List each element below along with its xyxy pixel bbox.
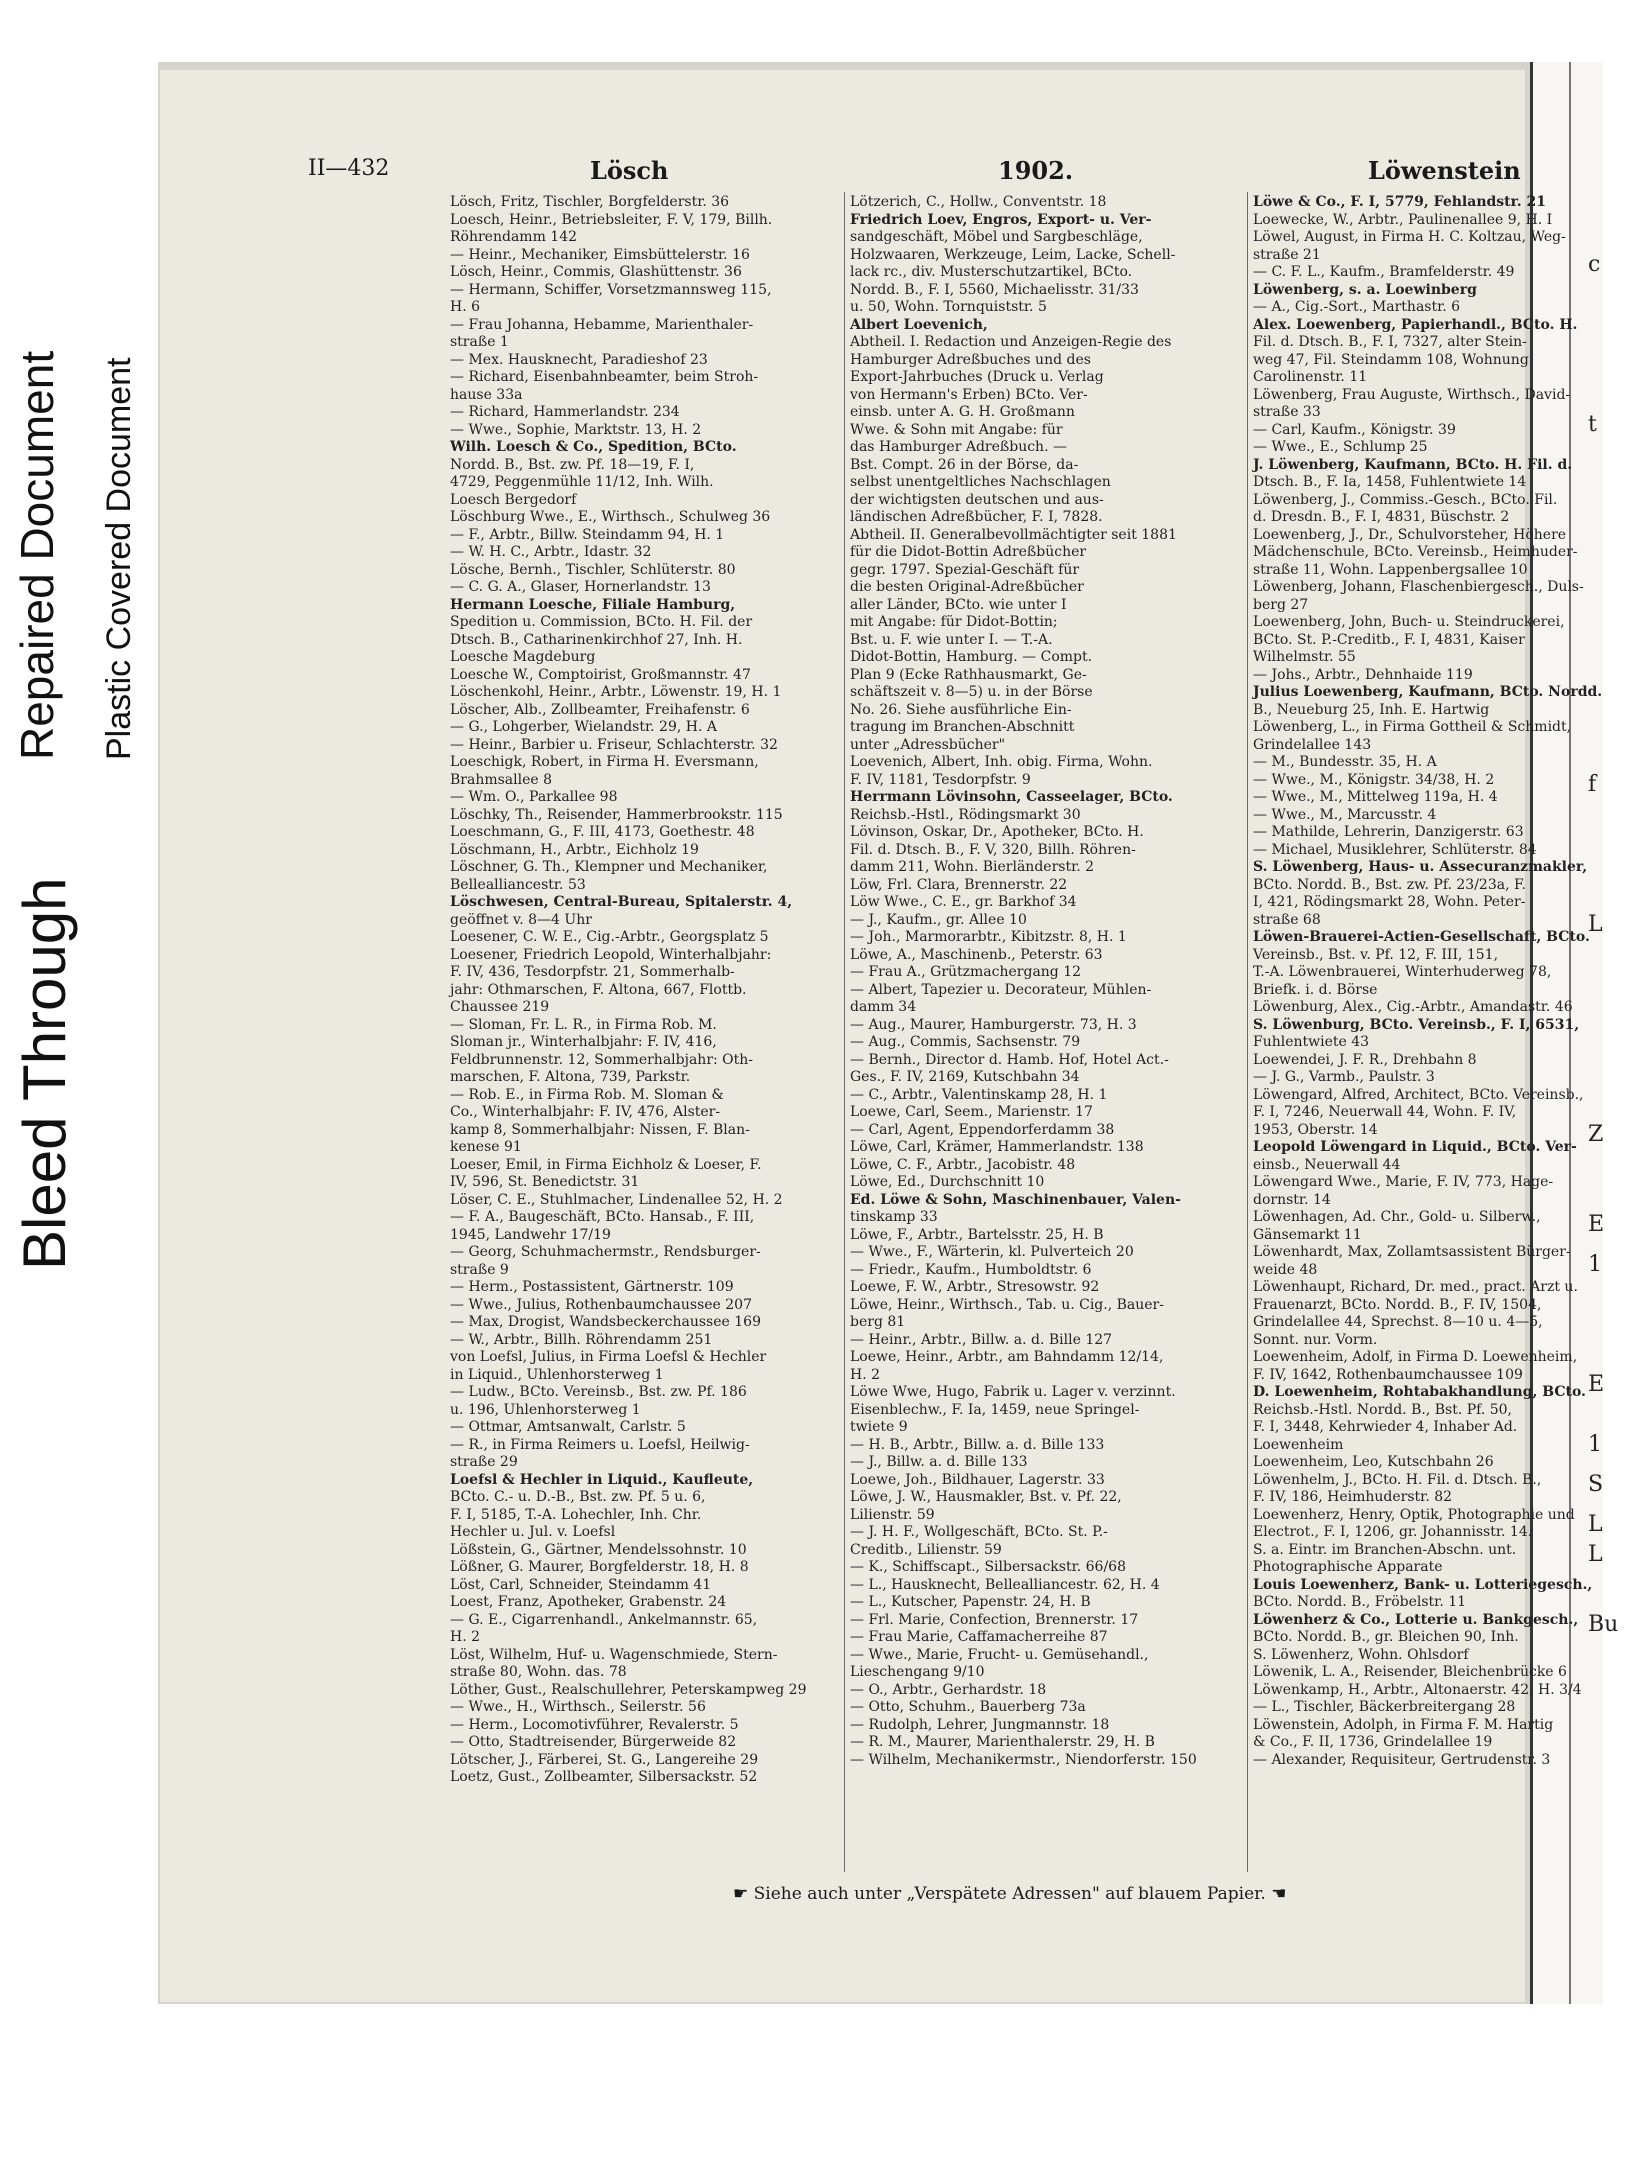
directory-entry: F. IV, 1642, Rothenbaumchaussee 109: [1253, 1366, 1523, 1383]
directory-entry: Löwenhelm, J., BCto. H. Fil. d. Dtsch. B.,: [1253, 1471, 1542, 1488]
directory-entry: — Wwe., M., Mittelweg 119a, H. 4: [1253, 789, 1498, 805]
directory-entry: Louis Loewenherz, Bank- u. Lotteriegesch.,: [1253, 1576, 1593, 1593]
directory-entry: Fuhlentwiete 43: [1253, 1034, 1370, 1050]
directory-entry: Eisenblechw., F. Ia, 1459, neue Springel-: [850, 1401, 1140, 1418]
directory-entry: von Loefsl, Julius, in Firma Loefsl & Hechler: [450, 1349, 767, 1365]
directory-entry: — Wwe., M., Königstr. 34/38, H. 2: [1253, 771, 1495, 788]
directory-entry: Dtsch. B., F. Ia, 1458, Fuhlentwiete 14: [1253, 474, 1527, 490]
directory-entry: — L., Kutscher, Papenstr. 24, H. B: [850, 1594, 1091, 1610]
directory-entry: Loesch Bergedorf: [450, 491, 577, 508]
directory-entry: Export-Jahrbuches (Druck u. Verlag: [850, 369, 1104, 385]
directory-entry: — C., Arbtr., Valentinskamp 28, H. 1: [850, 1086, 1108, 1103]
directory-entry: — Ludw., BCto. Vereinsb., Bst. zw. Pf. 186: [450, 1384, 747, 1400]
directory-entry: — Rudolph, Lehrer, Jungmannstr. 18: [850, 1716, 1110, 1733]
directory-entry: damm 34: [850, 999, 917, 1015]
directory-entry: — Frau Johanna, Hebamme, Marienthaler-: [450, 316, 754, 333]
directory-entry: straße 9: [450, 1261, 509, 1278]
column-divider: [844, 192, 845, 1872]
directory-entry: Löwenberg, Frau Auguste, Wirthsch., David-: [1253, 386, 1571, 403]
directory-entry: — Frau Marie, Caffamacherreihe 87: [850, 1629, 1108, 1645]
directory-entry: Löwenstein, Adolph, in Firma F. M. Hartig: [1253, 1716, 1554, 1733]
directory-entry: Loeschmann, G., F. III, 4173, Goethestr. 48: [450, 824, 755, 840]
directory-entry: Reichsb.-Hstl. Nordd. B., Bst. Pf. 50,: [1253, 1401, 1512, 1418]
directory-entry: T.-A. Löwenbrauerei, Winterhuderweg 78,: [1253, 964, 1552, 980]
directory-entry: — J. G., Varmb., Paulstr. 3: [1253, 1069, 1435, 1085]
directory-entry: Löst, Wilhelm, Huf- u. Wagenschmiede, Stern-: [450, 1646, 778, 1663]
directory-entry: Löst, Carl, Schneider, Steindamm 41: [450, 1576, 712, 1593]
directory-entry: Löwel, August, in Firma H. C. Koltzau, Weg-: [1253, 229, 1566, 245]
directory-entry: 4729, Peggenmühle 11/12, Inh. Wilh.: [450, 474, 714, 490]
directory-entry: Feldbrunnenstr. 12, Sommerhalbjahr: Oth-: [450, 1051, 754, 1068]
directory-entry: in Liquid., Uhlenhorsterweg 1: [450, 1366, 664, 1383]
directory-entry: No. 26. Siehe ausführliche Ein-: [850, 701, 1072, 718]
directory-entry: — Heinr., Mechaniker, Eimsbüttelerstr. 16: [450, 246, 750, 263]
edge-glyph: S: [1588, 1472, 1604, 1497]
directory-entry: — Heinr., Barbier u. Friseur, Schlachterstr. 32: [450, 736, 778, 753]
directory-entry: Loewendei, J. F. R., Drehbahn 8: [1253, 1051, 1477, 1068]
directory-entry: — R. M., Maurer, Marienthalerstr. 29, H. B: [850, 1734, 1155, 1750]
directory-entry: sandgeschäft, Möbel und Sargbeschläge,: [850, 229, 1143, 245]
directory-entry: Löschky, Th., Reisender, Hammerbrookstr. 115: [450, 806, 783, 823]
edge-glyph: L: [1588, 1542, 1603, 1567]
directory-entry: — Wwe., Marie, Frucht- u. Gemüsehandl.,: [850, 1646, 1149, 1663]
directory-entry: Loesener, C. W. E., Cig.-Arbtr., Georgsplatz 5: [450, 929, 769, 945]
directory-entry: Loeser, Emil, in Firma Eichholz & Loeser, F.: [450, 1156, 762, 1173]
directory-entry: Löwe Wwe, Hugo, Fabrik u. Lager v. verzinnt.: [850, 1384, 1176, 1400]
directory-entry: kamp 8, Sommerhalbjahr: Nissen, F. Blan-: [450, 1121, 750, 1138]
directory-entry: jahr: Othmarschen, F. Altona, 667, Flottb.: [450, 981, 747, 998]
directory-entry: das Hamburger Adreßbuch. —: [850, 439, 1067, 455]
directory-entry: F. IV, 1181, Tesdorpfstr. 9: [850, 771, 1031, 788]
directory-entry: Löw Wwe., C. E., gr. Barkhof 34: [850, 894, 1077, 910]
directory-entry: — G., Lohgerber, Wielandstr. 29, H. A: [450, 719, 717, 735]
directory-entry: Loefsl & Hechler in Liquid., Kaufleute,: [450, 1471, 754, 1488]
directory-entry: Grindelallee 44, Sprechst. 8—10 u. 4—5,: [1253, 1314, 1543, 1330]
directory-entry: Holzwaaren, Werkzeuge, Leim, Lacke, Schell-: [850, 246, 1176, 263]
directory-entry: Alex. Loewenberg, Papierhandl., BCto. H.: [1253, 316, 1578, 333]
directory-entry: — Frl. Marie, Confection, Brennerstr. 17: [850, 1611, 1139, 1628]
directory-entry: — Albert, Tapezier u. Decorateur, Mühlen-: [850, 981, 1152, 998]
directory-entry: Friedrich Loev, Engros, Export- u. Ver-: [850, 211, 1152, 228]
directory-entry: 1945, Landwehr 17/19: [450, 1226, 611, 1243]
directory-entry: — L., Tischler, Bäckerbreitergang 28: [1253, 1699, 1516, 1715]
directory-entry: — Mex. Hausknecht, Paradieshof 23: [450, 351, 708, 368]
directory-entry: — Johs., Arbtr., Dehnhaide 119: [1253, 666, 1473, 683]
directory-entry: Frauenarzt, BCto. Nordd. B., F. IV, 1504,: [1253, 1296, 1542, 1313]
directory-entry: — J. H. F., Wollgeschäft, BCto. St. P.-: [850, 1524, 1108, 1540]
directory-entry: Photographische Apparate: [1253, 1559, 1443, 1575]
directory-entry: F. I, 5185, T.-A. Lohechler, Inh. Chr.: [450, 1506, 702, 1523]
directory-entry: — Herm., Postassistent, Gärtnerstr. 109: [450, 1279, 734, 1295]
directory-entry: — Michael, Musiklehrer, Schlüterstr. 84: [1253, 841, 1537, 858]
directory-entry: — C. F. L., Kaufm., Bramfelderstr. 49: [1253, 264, 1515, 280]
directory-entry: Gänsemarkt 11: [1253, 1226, 1362, 1243]
directory-entry: berg 81: [850, 1314, 906, 1330]
directory-entry: damm 211, Wohn. Bierländerstr. 2: [850, 859, 1095, 875]
directory-entry: BCto. C.- u. D.-B., Bst. zw. Pf. 5 u. 6,: [450, 1489, 706, 1505]
directory-entry: Wilhelmstr. 55: [1253, 649, 1356, 665]
directory-entry: H. 6: [450, 299, 481, 315]
directory-entry: — H. B., Arbtr., Billw. a. d. Bille 133: [850, 1436, 1105, 1453]
directory-entry: I, 421, Rödingsmarkt 28, Wohn. Peter-: [1253, 894, 1526, 910]
edge-glyph: L: [1588, 912, 1603, 937]
edge-glyph: 1: [1588, 1432, 1602, 1457]
directory-entry: Loest, Franz, Apotheker, Grabenstr. 24: [450, 1594, 727, 1610]
directory-entry: Vereinsb., Bst. v. Pf. 12, F. III, 151,: [1253, 946, 1499, 963]
directory-entry: für die Didot-Bottin Adreßbücher: [850, 544, 1087, 560]
directory-entry: Löwe, J. W., Hausmakler, Bst. v. Pf. 22,: [850, 1489, 1122, 1505]
directory-entry: H. 2: [450, 1629, 481, 1645]
directory-entry: Loewe, Carl, Seem., Marienstr. 17: [850, 1104, 1093, 1120]
directory-entry: Loewenberg, J., Dr., Schulvorsteher, Höhere: [1253, 526, 1567, 543]
directory-entry: Hamburger Adreßbuches und des: [850, 351, 1091, 368]
directory-entry: Löwe, A., Maschinenb., Peterstr. 63: [850, 946, 1103, 963]
directory-entry: Löwenberg, J., Commiss.-Gesch., BCto. Fil.: [1253, 491, 1558, 508]
directory-entry: Loesche Magdeburg: [450, 649, 596, 665]
directory-entry: Wwe. & Sohn mit Angabe: für: [850, 421, 1063, 438]
directory-entry: Löwenhagen, Ad. Chr., Gold- u. Silberw.,: [1253, 1209, 1541, 1225]
directory-entry: Wilh. Loesch & Co., Spedition, BCto.: [450, 439, 737, 455]
directory-entry: — Wwe., H., Wirthsch., Seilerstr. 56: [450, 1699, 706, 1715]
directory-entry: — O., Arbtr., Gerhardstr. 18: [850, 1681, 1047, 1698]
directory-column-1: [450, 194, 835, 1787]
directory-entry: — J., Kaufm., gr. Allee 10: [850, 911, 1027, 928]
directory-entry: tragung im Branchen-Abschnitt: [850, 719, 1075, 735]
directory-entry: Albert Loevenich,: [850, 316, 988, 333]
directory-entry: Löwenhaupt, Richard, Dr. med., pract. Arzt u.: [1253, 1279, 1578, 1295]
directory-entry: F. I, 3448, Kehrwieder 4, Inhaber Ad.: [1253, 1419, 1518, 1435]
directory-entry: — Mathilde, Lehrerin, Danzigerstr. 63: [1253, 824, 1524, 840]
directory-entry: einsb., Neuerwall 44: [1253, 1156, 1401, 1173]
directory-entry: — A., Cig.-Sort., Marthastr. 6: [1253, 299, 1461, 315]
directory-entry: Löschmann, H., Arbtr., Eichholz 19: [450, 841, 699, 858]
directory-entry: Loeschigk, Robert, in Firma H. Eversmann,: [450, 754, 759, 770]
directory-entry: Lieschengang 9/10: [850, 1664, 985, 1680]
directory-entry: — Ottmar, Amtsanwalt, Carlstr. 5: [450, 1419, 686, 1435]
directory-entry: Didot-Bottin, Hamburg. — Compt.: [850, 649, 1093, 665]
directory-entry: BCto. Nordd. B., Fröbelstr. 11: [1253, 1594, 1467, 1610]
directory-entry: Röhrendamm 142: [450, 229, 578, 245]
directory-entry: Löwe & Co., F. I, 5779, Fehlandstr. 21: [1253, 194, 1546, 210]
directory-entry: — Carl, Agent, Eppendorferdamm 38: [850, 1121, 1115, 1138]
directory-entry: BCto. St. P.-Creditb., F. I, 4831, Kaiser: [1253, 631, 1525, 648]
directory-entry: — Aug., Maurer, Hamburgerstr. 73, H. 3: [850, 1016, 1137, 1033]
directory-entry: Löscher, Alb., Zollbeamter, Freihafenstr. 6: [450, 701, 750, 718]
directory-entry: Fil. d. Dtsch. B., F. I, 7327, alter Stein-: [1253, 334, 1527, 350]
directory-entry: Sonnt. nur. Vorm.: [1253, 1331, 1378, 1348]
directory-entry: Löther, Gust., Realschullehrer, Peterskampweg 29: [450, 1681, 807, 1698]
directory-entry: Lösch, Heinr., Commis, Glashüttenstr. 36: [450, 264, 742, 280]
edge-glyph: E: [1588, 1372, 1605, 1397]
directory-entry: Löschwesen, Central-Bureau, Spitalerstr. 4,: [450, 894, 793, 910]
directory-entry: Bst. u. F. wie unter I. — T.-A.: [850, 631, 1053, 648]
directory-entry: schäftszeit v. 8—5) u. in der Börse: [850, 684, 1093, 700]
directory-entry: straße 33: [1253, 404, 1321, 420]
directory-entry: Sloman jr., Winterhalbjahr: F. IV, 416,: [450, 1034, 717, 1050]
directory-column-2: [850, 194, 1235, 1769]
directory-entry: Abtheil. I. Redaction und Anzeigen-Regie des: [850, 334, 1172, 350]
directory-entry: 1953, Oberstr. 14: [1253, 1121, 1378, 1138]
directory-entry: Löschner, G. Th., Klempner und Mechaniker,: [450, 859, 768, 875]
page-number: II—432: [308, 156, 390, 181]
directory-entry: — Wilhelm, Mechanikermstr., Niendorferstr. 150: [850, 1751, 1197, 1768]
plastic-covered-label: Plastic Covered Document: [100, 357, 138, 760]
directory-entry: Ges., F. IV, 2169, Kutschbahn 34: [850, 1069, 1080, 1085]
directory-entry: S. Löwenherz, Wohn. Ohlsdorf: [1253, 1646, 1469, 1663]
directory-entry: Hechler u. Jul. v. Loefsl: [450, 1524, 616, 1540]
directory-entry: Mädchenschule, BCto. Vereinsb., Heimhuder-: [1253, 544, 1578, 560]
directory-entry: — Richard, Hammerlandstr. 234: [450, 404, 680, 420]
directory-entry: Loewecke, W., Arbtr., Paulinenallee 9, H. I: [1253, 211, 1553, 228]
directory-entry: BCto. Nordd. B., Bst. zw. Pf. 23/23a, F.: [1253, 876, 1526, 893]
directory-entry: dornstr. 14: [1253, 1191, 1331, 1208]
directory-entry: Löwengard, Alfred, Architect, BCto. Vereinsb.,: [1253, 1086, 1584, 1103]
directory-entry: D. Loewenheim, Rohtabakhandlung, BCto.: [1253, 1384, 1586, 1400]
directory-entry: u. 196, Uhlenhorsterweg 1: [450, 1401, 641, 1418]
directory-entry: Hermann Loesche, Filiale Hamburg,: [450, 596, 736, 613]
directory-entry: — J., Billw. a. d. Bille 133: [850, 1454, 1028, 1470]
directory-entry: Loesche W., Comptoirist, Großmannstr. 47: [450, 666, 751, 683]
directory-entry: — Wwe., Sophie, Marktstr. 13, H. 2: [450, 421, 702, 438]
directory-entry: Reichsb.-Hstl., Rödingsmarkt 30: [850, 806, 1081, 823]
directory-entry: Bellealliancestr. 53: [450, 876, 586, 893]
directory-entry: straße 21: [1253, 246, 1321, 263]
edge-glyph: 1: [1588, 1252, 1602, 1277]
directory-entry: straße 80, Wohn. das. 78: [450, 1664, 627, 1680]
directory-entry: — M., Bundesstr. 35, H. A: [1253, 754, 1437, 770]
directory-entry: — Bernh., Director d. Hamb. Hof, Hotel Act.-: [850, 1051, 1169, 1068]
directory-entry: Lötscher, J., Färberei, St. G., Langereihe 29: [450, 1751, 759, 1768]
directory-entry: Löschburg Wwe., E., Wirthsch., Schulweg 36: [450, 509, 771, 525]
directory-entry: S. Löwenburg, BCto. Vereinsb., F. I, 6531,: [1253, 1016, 1580, 1033]
edge-glyph: Z: [1588, 1122, 1604, 1147]
directory-entry: & Co., F. II, 1736, Grindelallee 19: [1253, 1734, 1493, 1750]
directory-entry: unter „Adressbücher": [850, 736, 1006, 753]
directory-entry: Loewe, Heinr., Arbtr., am Bahndamm 12/14,: [850, 1349, 1164, 1365]
directory-entry: Brahmsallee 8: [450, 771, 553, 788]
directory-entry: Loetz, Gust., Zollbeamter, Silbersackstr. 52: [450, 1769, 758, 1785]
directory-entry: Löwenhardt, Max, Zollamtsassistent Bürger-: [1253, 1244, 1571, 1260]
directory-entry: — Wm. O., Parkallee 98: [450, 789, 618, 805]
directory-entry: Loevenich, Albert, Inh. obig. Firma, Wohn.: [850, 754, 1153, 770]
directory-entry: F. IV, 186, Heimhuderstr. 82: [1253, 1489, 1453, 1505]
directory-entry: gegr. 1797. Spezial-Geschäft für: [850, 561, 1080, 578]
directory-entry: Löwenberg, L., in Firma Gottheil & Schmidt,: [1253, 719, 1572, 735]
directory-entry: straße 11, Wohn. Lappenbergsallee 10: [1253, 561, 1528, 578]
directory-entry: Lösche, Bernh., Tischler, Schlüterstr. 80: [450, 561, 736, 578]
directory-entry: J. Löwenberg, Kaufmann, BCto. H. Fil. d.: [1253, 456, 1573, 473]
edge-glyph: Bu: [1588, 1612, 1619, 1637]
directory-entry: Loesener, Friedrich Leopold, Winterhalbjahr:: [450, 946, 772, 963]
directory-entry: lack rc., div. Musterschutzartikel, BCto.: [850, 264, 1133, 280]
edge-glyph: c: [1588, 252, 1601, 277]
directory-entry: Lötzerich, C., Hollw., Conventstr. 18: [850, 194, 1107, 210]
directory-entry: — R., in Firma Reimers u. Loefsl, Heilwig-: [450, 1436, 750, 1453]
directory-entry: — G. E., Cigarrenhandl., Ankelmannstr. 65,: [450, 1611, 758, 1628]
directory-entry: u. 50, Wohn. Tornquiststr. 5: [850, 299, 1047, 315]
directory-entry: — Hermann, Schiffer, Vorsetzmannsweg 115,: [450, 281, 772, 298]
directory-entry: Julius Loewenberg, Kaufmann, BCto. Nordd.: [1253, 684, 1603, 700]
directory-entry: Löwe, Ed., Durchschnitt 10: [850, 1174, 1045, 1190]
directory-entry: Löwengard Wwe., Marie, F. IV, 773, Hage-: [1253, 1174, 1554, 1190]
directory-entry: — Joh., Marmorarbtr., Kibitzstr. 8, H. 1: [850, 929, 1127, 945]
directory-entry: geöffnet v. 8—4 Uhr: [450, 911, 592, 928]
directory-entry: — K., Schiffscapt., Silbersackstr. 66/68: [850, 1559, 1126, 1575]
directory-entry: Löwenkamp, H., Arbtr., Altonaerstr. 42, H. 3/4: [1253, 1681, 1582, 1698]
directory-entry: Löschenkohl, Heinr., Arbtr., Löwenstr. 19, H. 1: [450, 684, 782, 700]
directory-entry: IV, 596, St. Benedictstr. 31: [450, 1174, 640, 1190]
directory-entry: — Wwe., M., Marcusstr. 4: [1253, 806, 1437, 823]
directory-entry: S. Löwenberg, Haus- u. Assecuranzmakler,: [1253, 859, 1588, 875]
directory-entry: Grindelallee 143: [1253, 736, 1372, 753]
directory-entry: selbst unentgeltliches Nachschlagen: [850, 474, 1111, 490]
edge-glyph: t: [1588, 412, 1597, 437]
directory-entry: Briefk. i. d. Börse: [1253, 981, 1378, 998]
directory-entry: weg 47, Fil. Steindamm 108, Wohnung: [1253, 351, 1529, 368]
directory-entry: Loewenheim, Leo, Kutschbahn 26: [1253, 1454, 1494, 1470]
directory-entry: F. IV, 436, Tesdorpfstr. 21, Sommerhalb-: [450, 964, 735, 980]
directory-entry: F. I, 7246, Neuerwall 44, Wohn. F. IV,: [1253, 1104, 1517, 1120]
directory-entry: Dtsch. B., Catharinenkirchhof 27, Inh. H.: [450, 631, 743, 648]
header-left-keyword: Lösch: [590, 156, 669, 185]
directory-entry: Loewenberg, John, Buch- u. Steindruckerei,: [1253, 614, 1565, 630]
directory-entry: Löwe, Carl, Krämer, Hammerlandstr. 138: [850, 1139, 1144, 1155]
directory-entry: Nordd. B., Bst. zw. Pf. 18—19, F. I,: [450, 456, 695, 473]
directory-entry: Spedition u. Commission, BCto. H. Fil. der: [450, 614, 753, 630]
directory-entry: straße 1: [450, 334, 509, 350]
directory-entry: weide 48: [1253, 1261, 1318, 1278]
directory-entry: Plan 9 (Ecke Rathhausmarkt, Ge-: [850, 666, 1087, 683]
directory-entry: — Wwe., E., Schlump 25: [1253, 439, 1428, 455]
directory-entry: Leopold Löwengard in Liquid., BCto. Ver-: [1253, 1139, 1577, 1155]
directory-entry: aller Länder, BCto. wie unter I: [850, 596, 1067, 613]
header-year: 1902.: [998, 156, 1074, 185]
directory-entry: — L., Hausknecht, Bellealliancestr. 62, H. 4: [850, 1576, 1160, 1593]
footer-note: ☛ Siehe auch unter „Verspätete Adressen" auf blauem Papier. ☚: [733, 1884, 1287, 1904]
directory-entry: Löwenburg, Alex., Cig.-Arbtr., Amandastr. 46: [1253, 999, 1573, 1015]
directory-entry: d. Dresdn. B., F. I, 4831, Büschstr. 2: [1253, 509, 1510, 525]
directory-entry: Herrmann Lövinsohn, Casseelager, BCto.: [850, 789, 1173, 805]
directory-entry: die besten Original-Adreßbücher: [850, 579, 1084, 595]
directory-entry: Co., Winterhalbjahr: F. IV, 476, Alster-: [450, 1104, 721, 1120]
directory-entry: Fil. d. Dtsch. B., F. V, 320, Billh. Röhren-: [850, 841, 1136, 858]
directory-entry: Lößstein, G., Gärtner, Mendelssohnstr. 10: [450, 1541, 747, 1558]
directory-entry: einsb. unter A. G. H. Großmann: [850, 404, 1075, 420]
directory-entry: Lövinson, Oskar, Dr., Apotheker, BCto. H.: [850, 824, 1144, 840]
directory-entry: — Richard, Eisenbahnbeamter, beim Stroh-: [450, 369, 759, 385]
directory-entry: — Aug., Commis, Sachsenstr. 79: [850, 1034, 1081, 1050]
directory-entry: — Rob. E., in Firma Rob. M. Sloman &: [450, 1086, 724, 1103]
directory-entry: Löw, Frl. Clara, Brennerstr. 22: [850, 876, 1068, 893]
directory-entry: der wichtigsten deutschen und aus-: [850, 491, 1104, 508]
directory-entry: — F. A., Baugeschäft, BCto. Hansab., F. III,: [450, 1209, 755, 1225]
directory-entry: Loesch, Heinr., Betriebsleiter, F. V, 179, Billh.: [450, 211, 773, 228]
directory-entry: Carolinenstr. 11: [1253, 369, 1368, 385]
header-right-keyword: Löwenstein: [1368, 156, 1521, 185]
directory-entry: — Wwe., F., Wärterin, kl. Pulverteich 20: [850, 1244, 1134, 1260]
directory-entry: Loewe, Joh., Bildhauer, Lagerstr. 33: [850, 1471, 1105, 1488]
directory-entry: Loewe, F. W., Arbtr., Stresowstr. 92: [850, 1279, 1100, 1295]
directory-entry: Löwe, F., Arbtr., Bartelsstr. 25, H. B: [850, 1226, 1104, 1243]
directory-entry: Loewenheim, Adolf, in Firma D. Loewenheim,: [1253, 1349, 1578, 1365]
directory-entry: — Heinr., Arbtr., Billw. a. d. Bille 127: [850, 1331, 1113, 1348]
directory-entry: straße 68: [1253, 911, 1321, 928]
directory-entry: — Wwe., Julius, Rothenbaumchaussee 207: [450, 1296, 752, 1313]
directory-entry: Ed. Löwe & Sohn, Maschinenbauer, Valen-: [850, 1191, 1181, 1208]
directory-entry: hause 33a: [450, 386, 523, 403]
directory-entry: Creditb., Lilienstr. 59: [850, 1541, 1002, 1558]
directory-entry: — Alexander, Requisiteur, Gertrudenstr. 3: [1253, 1751, 1551, 1768]
directory-entry: Abtheil. II. Generalbevollmächtigter seit 1881: [850, 526, 1177, 543]
directory-entry: S. a. Eintr. im Branchen-Abschn. unt.: [1253, 1541, 1517, 1558]
directory-entry: Löwenik, L. A., Reisender, Bleichenbrücke 6: [1253, 1664, 1567, 1680]
directory-entry: von Hermann's Erben) BCto. Ver-: [850, 386, 1088, 403]
directory-entry: twiete 9: [850, 1419, 908, 1435]
directory-entry: Lilienstr. 59: [850, 1506, 935, 1523]
directory-entry: — Carl, Kaufm., Königstr. 39: [1253, 421, 1456, 438]
directory-entry: ländischen Adreßbücher, F. I, 7828.: [850, 509, 1103, 525]
directory-entry: kenese 91: [450, 1139, 522, 1155]
directory-entry: — Frau A., Grützmachergang 12: [850, 964, 1082, 980]
edge-glyph: E: [1588, 1212, 1605, 1237]
directory-entry: — W., Arbtr., Billh. Röhrendamm 251: [450, 1331, 713, 1348]
directory-entry: — F., Arbtr., Billw. Steindamm 94, H. 1: [450, 526, 725, 543]
directory-entry: Löwe, Heinr., Wirthsch., Tab. u. Cig., Bauer-: [850, 1296, 1164, 1313]
repaired-document-label: Repaired Document: [11, 350, 63, 760]
directory-entry: Löwe, C. F., Arbtr., Jacobistr. 48: [850, 1156, 1076, 1173]
directory-entry: berg 27: [1253, 596, 1309, 613]
scanned-page: [158, 62, 1619, 2004]
directory-column-3: [1253, 194, 1638, 1769]
directory-entry: BCto. Nordd. B., gr. Bleichen 90, Inh.: [1253, 1629, 1519, 1645]
directory-entry: Löwenberg, Johann, Flaschenbiergesch., Duls-: [1253, 579, 1584, 595]
directory-entry: Lösch, Fritz, Tischler, Borgfelderstr. 36: [450, 194, 730, 210]
column-divider: [1247, 192, 1248, 1872]
edge-glyph: L: [1588, 1512, 1603, 1537]
directory-entry: — Otto, Stadtreisender, Bürgerweide 82: [450, 1734, 737, 1750]
directory-entry: Löwenherz & Co., Lotterie u. Bankgesch.,: [1253, 1611, 1579, 1628]
directory-entry: — Max, Drogist, Wandsbeckerchaussee 169: [450, 1314, 761, 1330]
edge-glyph: f: [1588, 772, 1597, 797]
directory-entry: — W. H. C., Arbtr., Idastr. 32: [450, 544, 652, 560]
directory-entry: — Otto, Schuhm., Bauerberg 73a: [850, 1699, 1086, 1715]
directory-entry: marschen, F. Altona, 739, Parkstr.: [450, 1069, 691, 1085]
directory-entry: Löser, C. E., Stuhlmacher, Lindenallee 52, H. 2: [450, 1191, 783, 1208]
directory-entry: Chaussee 219: [450, 999, 550, 1015]
directory-entry: Löwenberg, s. a. Loewinberg: [1253, 281, 1477, 298]
directory-entry: H. 2: [850, 1366, 881, 1383]
directory-entry: — Herm., Locomotivführer, Revalerstr. 5: [450, 1716, 739, 1733]
directory-entry: Electrot., F. I, 1206, gr. Johannisstr. 14.: [1253, 1524, 1533, 1540]
directory-entry: straße 29: [450, 1454, 518, 1470]
directory-entry: mit Angabe: für Didot-Bottin;: [850, 614, 1058, 630]
bleed-through-label: Bleed Through: [11, 877, 78, 1270]
directory-entry: Lößner, G. Maurer, Borgfelderstr. 18, H. 8: [450, 1559, 749, 1575]
directory-entry: — C. G. A., Glaser, Hornerlandstr. 13: [450, 579, 711, 595]
directory-entry: tinskamp 33: [850, 1209, 938, 1225]
directory-entry: B., Neueburg 25, Inh. E. Hartwig: [1253, 701, 1490, 718]
directory-entry: Loewenheim: [1253, 1436, 1344, 1453]
directory-entry: — Georg, Schuhmachermstr., Rendsburger-: [450, 1244, 761, 1260]
directory-entry: Nordd. B., F. I, 5560, Michaelisstr. 31/33: [850, 281, 1139, 298]
directory-entry: — Friedr., Kaufm., Humboldtstr. 6: [850, 1261, 1092, 1278]
directory-entry: — Sloman, Fr. L. R., in Firma Rob. M.: [450, 1016, 717, 1033]
directory-entry: Loewenherz, Henry, Optik, Photographie und: [1253, 1506, 1575, 1523]
directory-entry: Löwen-Brauerei-Actien-Gesellschaft, BCto.: [1253, 929, 1590, 945]
directory-entry: Bst. Compt. 26 in der Börse, da-: [850, 456, 1079, 473]
